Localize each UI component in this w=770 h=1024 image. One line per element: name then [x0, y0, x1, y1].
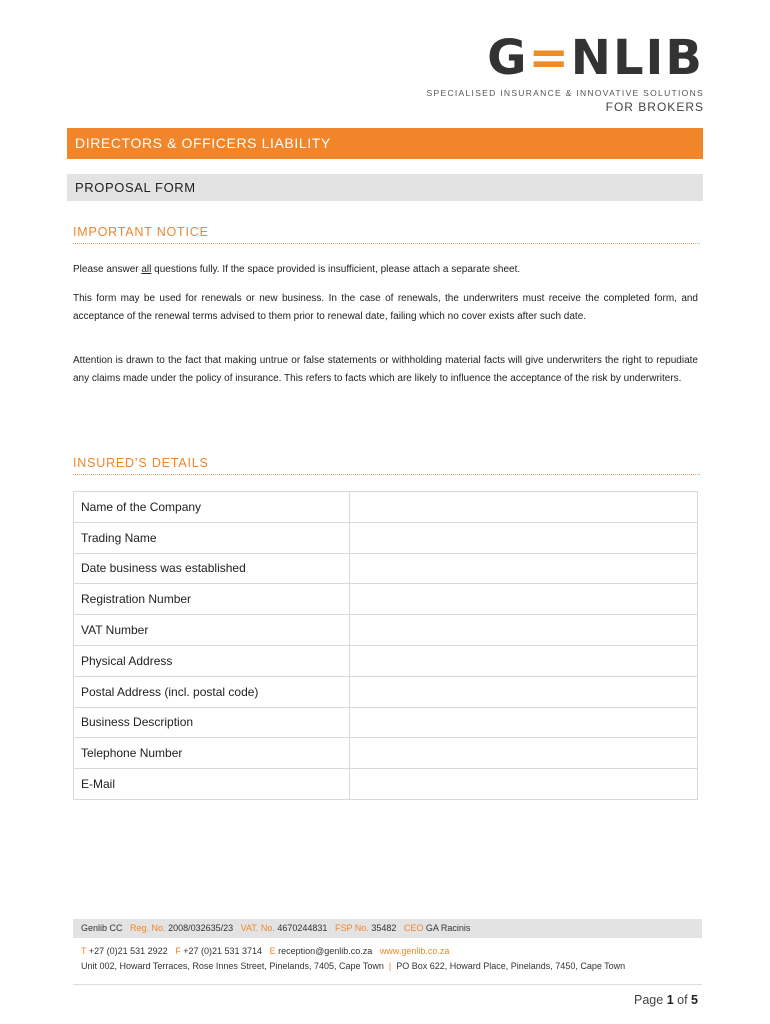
table-row [74, 769, 698, 800]
field-label: Business Description [74, 707, 350, 738]
page-number: Page 1 of 5 [634, 993, 698, 1007]
table-row [74, 522, 698, 553]
field-label: Telephone Number [74, 738, 350, 769]
field-input[interactable] [350, 522, 698, 553]
insured-details-table [73, 491, 698, 800]
table-row [74, 615, 698, 646]
field-input[interactable] [350, 707, 698, 738]
notice-paragraph-2: This form may be used for renewals or new business. In the case of renewals, the underwriters must receive the completed form, and acceptance of the renewal terms advised to them prior to renewal date, failing which no cover exists after such date. [73, 293, 698, 322]
table-row [74, 738, 698, 769]
field-input[interactable] [350, 492, 698, 523]
footer-address-line: Unit 002, Howard Terraces, Rose Innes Street, Pinelands, 7405, Cape Town | PO Box 622, Howard Place, Pinelands, 7450, Cape Town [81, 961, 626, 971]
field-input[interactable] [350, 738, 698, 769]
important-notice-heading: IMPORTANT NOTICE [73, 225, 700, 244]
field-input[interactable] [350, 676, 698, 707]
field-label: Registration Number [74, 584, 350, 615]
field-label: E-Mail [74, 769, 350, 800]
document-title: DIRECTORS & OFFICERS LIABILITY [67, 128, 703, 159]
field-label: Physical Address [74, 645, 350, 676]
field-input[interactable] [350, 584, 698, 615]
notice-paragraph-3: Attention is drawn to the fact that making untrue or false statements or withholding material facts will give underwriters the right to repudiate any claims made under the policy of insurance. This refers to facts which are likely to influence the acceptance of the risk by underwriters. [73, 355, 698, 384]
field-input[interactable] [350, 645, 698, 676]
table-row [74, 553, 698, 584]
table-row [74, 676, 698, 707]
notice-paragraph-1: Please answer all questions fully. If the space provided is insufficient, please attach a separate sheet. [73, 264, 521, 275]
field-label: Date business was established [74, 553, 350, 584]
emphasis-all: all [141, 264, 152, 275]
table-row [74, 584, 698, 615]
footer-company-bar: Genlib CC Reg. No. 2008/032635/23 VAT. No. 4670244831 FSP No. 35482 CEO GA Racinis [73, 919, 702, 938]
table-row [74, 645, 698, 676]
field-input[interactable] [350, 615, 698, 646]
table-row [74, 707, 698, 738]
field-input[interactable] [350, 553, 698, 584]
website-link[interactable]: www.genlib.co.za [379, 946, 450, 956]
field-label: Name of the Company [74, 492, 350, 523]
field-label: Postal Address (incl. postal code) [74, 676, 350, 707]
table-row [74, 492, 698, 523]
field-label: Trading Name [74, 522, 350, 553]
footer-contact-line: T +27 (0)21 531 2922 F +27 (0)21 531 3714 E reception@genlib.co.za www.genlib.co.za [81, 946, 450, 956]
company-logo [426, 30, 704, 114]
field-input[interactable] [350, 769, 698, 800]
document-subtitle: PROPOSAL FORM [67, 174, 703, 201]
logo-wordmark: G=NLIB [487, 30, 704, 86]
insured-details-heading: INSURED’S DETAILS [73, 456, 700, 475]
logo-subtitle: FOR BROKERS [605, 100, 704, 114]
footer-divider [73, 984, 702, 985]
logo-tagline: SPECIALISED INSURANCE & INNOVATIVE SOLUTIONS [426, 88, 704, 98]
field-label: VAT Number [74, 615, 350, 646]
